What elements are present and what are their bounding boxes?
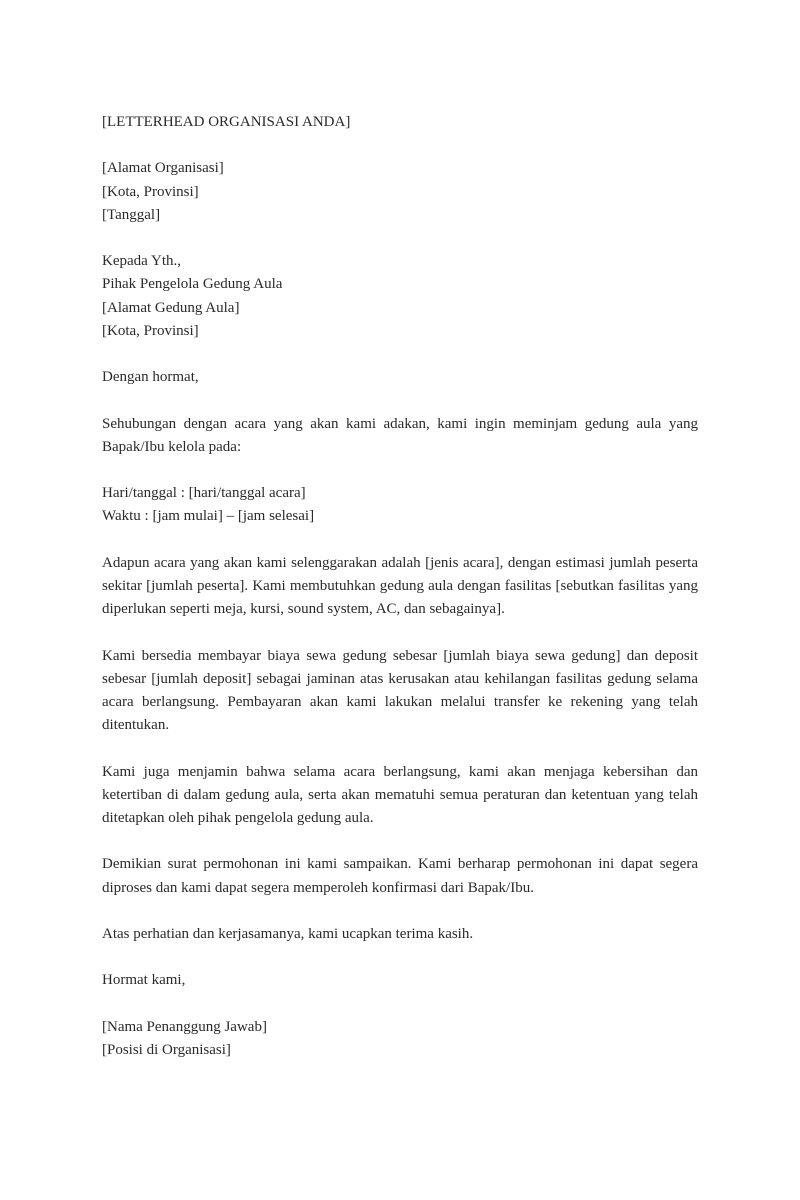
recipient-name: Pihak Pengelola Gedung Aula <box>102 276 283 293</box>
paragraph-request: Demikian surat permohonan ini kami sampaikan. Kami berharap permohonan ini dapat segera diproses dan kami dapat segera memperoleh konfirmasi dari Bapak/Ibu. <box>102 856 698 896</box>
spacer <box>102 830 698 853</box>
spacer <box>102 389 698 412</box>
signatory-position: [Posisi di Organisasi] <box>102 1041 231 1058</box>
signatory-name: [Nama Penanggung Jawab] <box>102 1018 267 1035</box>
spacer <box>102 134 698 157</box>
paragraph-commitment: Kami juga menjamin bahwa selama acara berlangsung, kami akan menjaga kebersihan dan ketertiban di dalam gedung aula, serta akan mematuhi semua peraturan dan ketentuan yang telah ditetapkan oleh pihak pengelola gedung aula. <box>102 763 698 826</box>
spacer <box>102 459 698 482</box>
paragraph-event-details: Adapun acara yang akan kami selenggarakan adalah [jenis acara], dengan estimasi jumlah peserta sekitar [jumlah peserta]. Kami membutuhkan gedung aula dengan fasilitas [sebutkan fasilitas yang diperlukan seperti meja, kursi, sound system, AC, dan sebagainya]. <box>102 554 698 618</box>
sender-city: [Kota, Provinsi] <box>102 183 199 200</box>
letter-date: [Tanggal] <box>102 206 161 223</box>
spacer <box>102 946 698 969</box>
spacer <box>102 227 698 250</box>
closing: Hormat kami, <box>102 972 186 989</box>
recipient-to: Kepada Yth., <box>102 253 181 270</box>
schedule-block <box>102 482 698 528</box>
paragraph-intro: Sehubungan dengan acara yang akan kami adakan, kami ingin meminjam gedung aula yang Bapak/Ibu kelola pada: <box>102 415 698 455</box>
spacer <box>102 529 698 552</box>
recipient-address: [Alamat Gedung Aula] <box>102 299 240 316</box>
signature-block <box>102 1016 698 1062</box>
schedule-date: Hari/tanggal : [hari/tanggal acara] <box>102 485 306 502</box>
greeting: Dengan hormat, <box>102 369 199 386</box>
paragraph-payment: Kami bersedia membayar biaya sewa gedung sebesar [jumlah biaya sewa gedung] dan deposit sebesar [jumlah deposit] sebagai jaminan atas kerusakan atau kehilangan fasilitas gedung selama acara berlangsung. Pembayaran akan kami lakukan melalui transfer ke rekening yang telah ditentukan. <box>102 647 698 734</box>
sender-address: [Alamat Organisasi] <box>102 160 224 177</box>
sender-block <box>102 157 698 227</box>
letterhead: [LETTERHEAD ORGANISASI ANDA] <box>102 114 351 130</box>
letter-document <box>102 111 698 1062</box>
schedule-time: Waktu : [jam mulai] – [jam selesai] <box>102 508 315 525</box>
spacer <box>102 343 698 366</box>
recipient-city: [Kota, Provinsi] <box>102 322 199 339</box>
spacer <box>102 900 698 923</box>
spacer <box>102 621 698 644</box>
recipient-block <box>102 250 698 343</box>
paragraph-thanks: Atas perhatian dan kerjasamanya, kami ucapkan terima kasih. <box>102 925 474 942</box>
spacer <box>102 993 698 1016</box>
spacer <box>102 737 698 760</box>
